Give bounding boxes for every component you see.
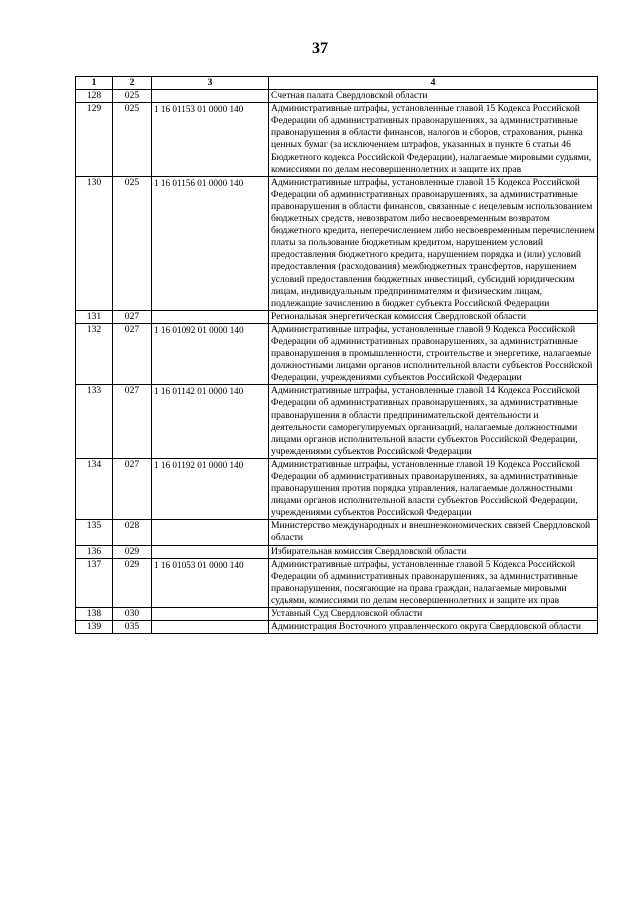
admin-code-cell: 025: [113, 176, 152, 310]
admin-code-cell: 030: [113, 608, 152, 621]
description-cell: Министерство международных и внешнеэкономических связей Свердловской области: [269, 520, 598, 545]
description-cell: Администрация Восточного управленческого округа Свердловской области: [269, 621, 598, 634]
description-cell: Административные штрафы, установленные главой 19 Кодекса Российской Федерации об административных правонарушениях, за административные правонарушения против порядка управления, налагаемые должностными лицами органов исполнительной власти субъектов Российской Федерации, учреждениями субъектов Российской Федерации: [269, 458, 598, 519]
revenue-code-cell: [152, 621, 269, 634]
table-header-row: [76, 77, 598, 90]
description-cell: Региональная энергетическая комиссия Свердловской области: [269, 310, 598, 323]
row-number-cell: 130: [76, 176, 113, 310]
revenue-code-cell: 1 16 01156 01 0000 140: [152, 176, 269, 310]
admin-code-cell: 029: [113, 545, 152, 558]
row-number-cell: 136: [76, 545, 113, 558]
admin-code-cell: 035: [113, 621, 152, 634]
table-row: [76, 310, 598, 323]
revenue-code-cell: [152, 545, 269, 558]
description-cell: Административные штрафы, установленные главой 14 Кодекса Российской Федерации об административных правонарушениях, за административные правонарушения в области предпринимательской деятельности и деятельности саморегулируемых организаций, налагаемые должностными лицами органов исполнительной власти субъектов Российской Федерации, учреждениями субъектов Российской Федерации: [269, 385, 598, 459]
admin-code-cell: 027: [113, 310, 152, 323]
table-row: [76, 103, 598, 177]
revenue-code-cell: 1 16 01192 01 0000 140: [152, 458, 269, 519]
description-cell: Административные штрафы, установленные главой 5 Кодекса Российской Федерации об административных правонарушениях, за административные правонарушения, посягающие на права граждан, налагаемые мировыми судьями, комиссиями по делам несовершеннолетних и защите их прав: [269, 558, 598, 607]
row-number-cell: 133: [76, 385, 113, 459]
table-row: [76, 520, 598, 545]
row-number-cell: 139: [76, 621, 113, 634]
table-row: [76, 458, 598, 519]
description-cell: Административные штрафы, установленные главой 15 Кодекса Российской Федерации об административных правонарушениях, за административные правонарушения в области финансов, связанные с нецелевым использованием бюджетных средств, невозвратом либо несвоевременным возвратом бюджетного кредита, неперечислением либо несвоевременным перечислением платы за пользование бюджетным кредитом, нарушением условий предоставления бюджетного кредита, нарушением порядка и (или) условий предоставления (расходования) межбюджетных трансфертов, нарушением условий предоставления бюджетных инвестиций, субсидий юридическим лицам, индивидуальным предпринимателям и физическим лицам, подлежащие зачислению в бюджет субъекта Российской Федерации: [269, 176, 598, 310]
column-header: 3: [152, 77, 269, 90]
row-number-cell: 134: [76, 458, 113, 519]
admin-code-cell: 028: [113, 520, 152, 545]
admin-code-cell: 025: [113, 103, 152, 177]
table-row: [76, 90, 598, 103]
revenue-code-cell: 1 16 01053 01 0000 140: [152, 558, 269, 607]
admin-code-cell: 025: [113, 90, 152, 103]
row-number-cell: 138: [76, 608, 113, 621]
table-row: [76, 558, 598, 607]
row-number-cell: 132: [76, 323, 113, 384]
revenue-code-cell: [152, 520, 269, 545]
table-row: [76, 385, 598, 459]
admin-code-cell: 027: [113, 385, 152, 459]
revenue-code-cell: 1 16 01153 01 0000 140: [152, 103, 269, 177]
revenue-code-cell: [152, 310, 269, 323]
row-number-cell: 135: [76, 520, 113, 545]
description-cell: Избирательная комиссия Свердловской области: [269, 545, 598, 558]
revenue-code-cell: 1 16 01142 01 0000 140: [152, 385, 269, 459]
admin-code-cell: 027: [113, 458, 152, 519]
table-row: [76, 621, 598, 634]
description-cell: Административные штрафы, установленные главой 9 Кодекса Российской Федерации об административных правонарушениях, за административные правонарушения в промышленности, строительстве и энергетике, налагаемые должностными лицами органов исполнительной власти субъектов Российской Федерации, учреждениями субъектов Российской Федерации: [269, 323, 598, 384]
row-number-cell: 137: [76, 558, 113, 607]
revenue-code-cell: [152, 608, 269, 621]
admin-code-cell: 027: [113, 323, 152, 384]
table-row: [76, 176, 598, 310]
row-number-cell: 129: [76, 103, 113, 177]
description-cell: Счетная палата Свердловской области: [269, 90, 598, 103]
page-number: 37: [312, 40, 328, 57]
revenue-code-cell: 1 16 01092 01 0000 140: [152, 323, 269, 384]
column-header: 4: [269, 77, 598, 90]
revenue-code-cell: [152, 90, 269, 103]
row-number-cell: 128: [76, 90, 113, 103]
table-row: [76, 608, 598, 621]
table-row: [76, 323, 598, 384]
column-header: 2: [113, 77, 152, 90]
row-number-cell: 131: [76, 310, 113, 323]
table-row: [76, 545, 598, 558]
description-cell: Уставный Суд Свердловской области: [269, 608, 598, 621]
description-cell: Административные штрафы, установленные главой 15 Кодекса Российской Федерации об административных правонарушениях, за административные правонарушения в области финансов, налогов и сборов, страхования, рынка ценных бумаг (за исключением штрафов, указанных в пункте 6 статьи 46 Бюджетного кодекса Российской Федерации), налагаемые мировыми судьями, комиссиями по делам несовершеннолетних и защите их прав: [269, 103, 598, 177]
admin-code-cell: 029: [113, 558, 152, 607]
column-header: 1: [76, 77, 113, 90]
budget-codes-table: [75, 76, 598, 634]
